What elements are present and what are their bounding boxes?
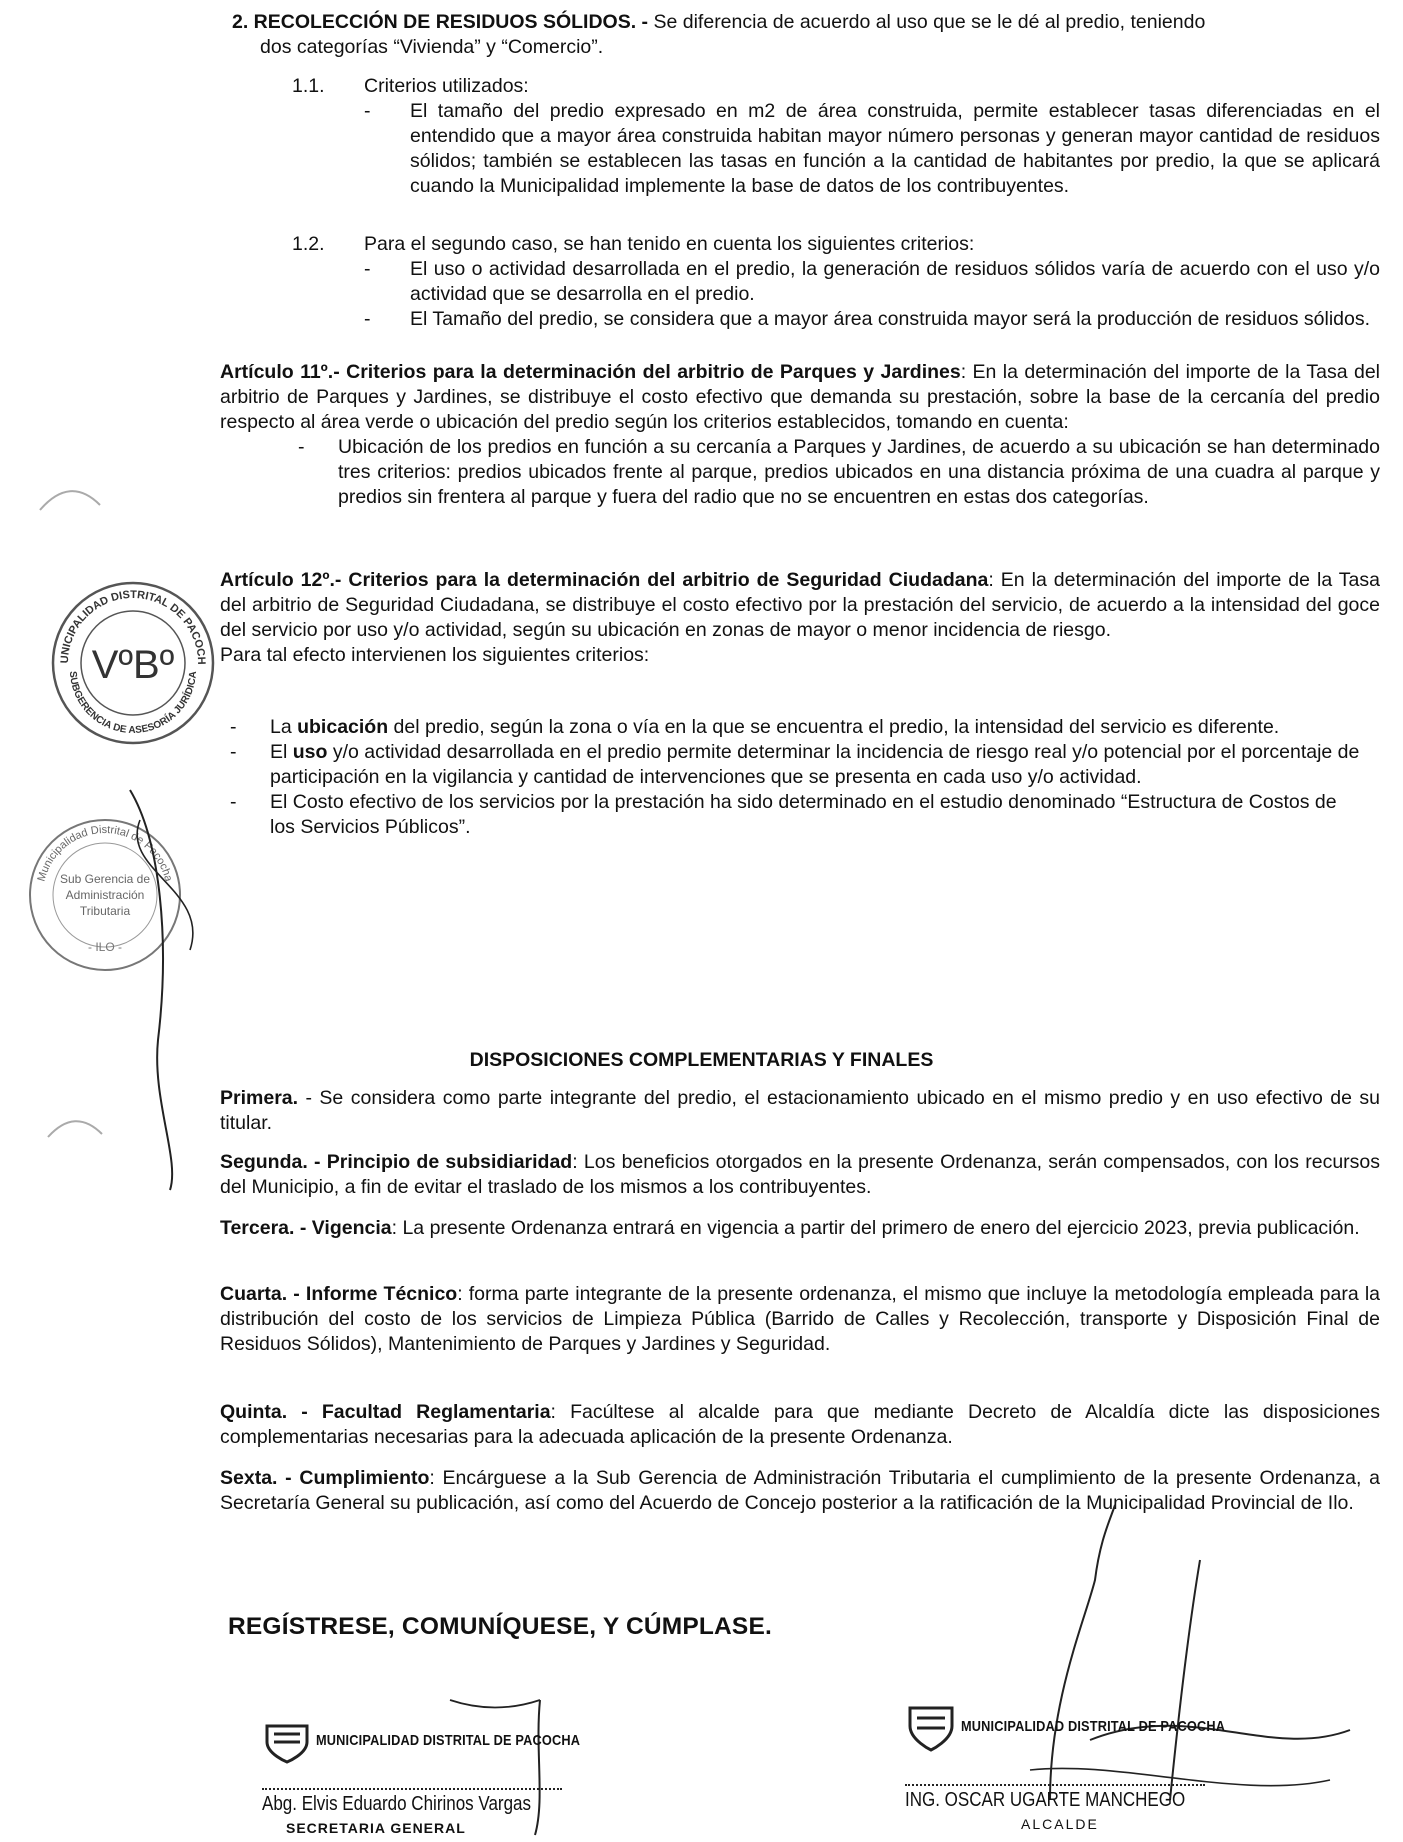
disposicion-segunda [220,1150,1380,1200]
article-11-text: : En la determinación del importe de la Tasa del arbitrio de Parques y Jardines, se distribuye el costo efectivo que demanda su prestación, sobre la base de la cercanía del predio respecto al área verde o ubicación del predio según los criterios establecidos, tomando en cuenta: [220,361,1380,433]
alcalde-name: ING. OSCAR UGARTE MANCHEGO [905,1789,1186,1811]
vobo-bottom-ring: SUBGERENCIA DE ASESORÍA JURÍDICA [66,670,200,737]
secretaria-name: Abg. Elvis Eduardo Chirinos Vargas [262,1793,531,1815]
section-2 [232,10,1380,60]
right-signature-scribble [990,1500,1370,1820]
section-2-title-bold: 2. RECOLECCIÓN DE RESIDUOS SÓLIDOS. - [232,11,649,33]
sexta-text: : Encárguese a la Sub Gerencia de Administración Tributaria el cumplimiento de la presente Ordenanza, a Secretaría General su publicación, así como del Acuerdo de Concejo posterior a la ratificación de la Municipalidad Provincial de Ilo. [220,1467,1380,1514]
subsection-1-2-bullet-2 [292,307,1380,332]
subsection-1-1-label: Criterios utilizados: [364,75,529,97]
quinta-label: Quinta. - Facultad Reglamentaria [220,1401,551,1423]
section-2-title [232,10,1380,35]
tercera-text: : La presente Ordenanza entrará en vigencia a partir del primero de enero del ejercicio 2023, previa publicación. [391,1217,1360,1239]
subsection-1-2-bullet-2-text: El Tamaño del predio, se considera que a mayor área construida mayor será la producción de residuos sólidos. [410,308,1371,330]
disposicion-tercera [220,1216,1380,1241]
article-11 [220,360,1380,510]
municipal-crest-icon [905,1700,957,1752]
subsection-1-2-label: Para el segundo caso, se han tenido en cuenta los siguientes criterios: [364,233,975,255]
article-12-criterion-2 [220,740,1360,790]
tributaria-line1: Sub Gerencia de [59,872,151,886]
article-12-title: Artículo 12º.- Criterios para la determinación del arbitrio de Seguridad Ciudadana [220,569,989,591]
section-2-title-rest: Se diferencia de acuerdo al uso que se le dé al predio, teniendo [648,11,1206,33]
signature-line [905,1784,1205,1786]
bullet-dash: - [230,791,237,813]
subsection-1-1 [292,74,1380,199]
article-12-text: : En la determinación del importe de la Tasa del arbitrio de Seguridad Ciudadana, se distribuye el costo efectivo por la prestación del servicio, de acuerdo a la intensidad del goce del servicio por uso y/o actividad, según su ubicación en zonas de mayor o menor incidencia de riesgo. [220,569,1380,641]
bullet-dash: - [364,100,371,122]
vobo-stamp [48,578,218,748]
disposicion-primera [220,1086,1380,1136]
tercera-label: Tercera. - Vigencia [220,1217,392,1239]
tributaria-ring: Municipalidad Distrital de Pacocha [35,823,175,883]
tributaria-line3: Tributaria [79,904,131,918]
secretaria-role: SECRETARIA GENERAL [286,1820,466,1836]
subsection-1-1-bullet [292,99,1380,199]
vobo-top-ring: UNICIPALIDAD DISTRITAL DE PACOCH [58,588,208,665]
criterion-2-post: y/o actividad desarrollada en el predio permite determinar la incidencia de riesgo real y/o potencial por el porcentaje de participación en la vigilancia y cantidad de intervenciones que se presenta en cada uso y/o actividad. [270,741,1360,788]
quinta-text: : Facúltese al alcalde para que mediante Decreto de Alcaldía dicte las disposiciones complementarias necesarias para la adecuada aplicación de la presente Ordenanza. [220,1401,1380,1448]
criterion-2-bold: uso [292,741,328,763]
bullet-dash: - [298,436,305,458]
margin-mark-top [30,480,110,540]
secretaria-municipality: MUNICIPALIDAD DISTRITAL DE PACOCHA [316,1732,581,1749]
criterion-1-pre: La [270,716,298,738]
tributaria-line2: Administración [65,888,145,902]
article-12 [220,568,1380,668]
bullet-dash: - [230,716,237,738]
signature-line [262,1788,562,1790]
section-2-title-line2: dos categorías “Vivienda” y “Comercio”. [260,36,604,58]
alcalde-role: ALCALDE [1021,1816,1099,1832]
criterion-1-bold: ubicación [297,716,389,738]
sexta-label: Sexta. - Cumplimiento [220,1467,430,1489]
segunda-text: : Los beneficios otorgados en la presente Ordenanza, serán compensados, con los recursos del Municipio, a fin de evitar el traslado de los mismos a los contribuyentes. [220,1151,1380,1198]
disposiciones-heading: DISPOSICIONES COMPLEMENTARIAS Y FINALES [469,1049,934,1071]
article-12-criterion-1 [220,715,1360,740]
article-12-intro: Para tal efecto intervienen los siguientes criterios: [220,644,650,666]
bullet-dash: - [230,741,237,763]
vobo-stamp-graphic [48,578,218,748]
alcalde-municipality: MUNICIPALIDAD DISTRITAL DE PACOCHA [961,1718,1226,1735]
bullet-dash: - [364,308,371,330]
article-11-title: Artículo 11º.- Criterios para la determinación del arbitrio de Parques y Jardines [220,361,961,383]
subsection-1-1-number: 1.1. [292,75,325,97]
article-11-paragraph [220,360,1380,435]
article-11-bullet-text: Ubicación de los predios en función a su cercanía a Parques y Jardines, de acuerdo a su ubicación se han determinado tres criterios: predios ubicados frente al parque, predios ubicados en una distancia próxima de una cuadra al parque y predios sin frentera al parque y fuera del radio que no se encuentren en estas dos categorías. [338,436,1380,508]
vobo-text: VºBº [91,643,175,687]
tributaria-bottom: - ILO - [87,940,123,954]
closing-formula: REGÍSTRESE, COMUNÍQUESE, Y CÚMPLASE. [228,1613,773,1640]
primera-text: - Se considera como parte integrante del predio, el estacionamiento ubicado en el mismo predio y en uso efectivo de su titular. [220,1087,1380,1134]
article-12-criteria [220,715,1360,840]
subsection-1-2-bullet-1 [292,257,1380,307]
article-12-criterion-3 [220,790,1360,840]
primera-label: Primera. [220,1087,299,1109]
municipal-crest-icon [262,1720,312,1764]
bullet-dash: - [364,258,371,280]
subsection-1-2-bullet-1-text: El uso o actividad desarrollada en el predio, la generación de residuos sólidos varía de acuerdo con el uso y/o actividad que se desarrolla en el predio. [410,258,1380,305]
disposicion-cuarta [220,1282,1380,1357]
subsection-1-2 [292,232,1380,332]
cuarta-text: : forma parte integrante de la presente ordenanza, el mismo que incluye la metodología empleada para la distribución del costo de los servicios de Limpieza Pública (Barrido de Calles y Recolección, transporte y Disposición Final de Residuos Sólidos), Mantenimiento de Parques y Jardines y Seguridad. [220,1283,1380,1355]
criterion-3-text: El Costo efectivo de los servicios por la prestación ha sido determinado en el estudio denominado “Estructura de Costos de los Servicios Públicos”. [270,791,1337,838]
segunda-label: Segunda. - Principio de subsidiaridad [220,1151,573,1173]
article-11-bullet [220,435,1380,510]
cuarta-label: Cuarta. - Informe Técnico [220,1283,458,1305]
subsection-1-1-bullet-text: El tamaño del predio expresado en m2 de área construida, permite establecer tasas diferenciadas en el entendido que a mayor área construida habitan mayor número personas y generan mayor cantidad de residuos sólidos; también se establecen las tasas en función a la cantidad de habitantes por predio, la que se aplicará cuando la Municipalidad implemente la base de datos de los contribuyentes. [410,100,1380,197]
article-12-paragraph [220,568,1380,643]
subsection-1-2-number: 1.2. [292,233,325,255]
disposicion-quinta [220,1400,1380,1450]
left-margin-signature [100,780,230,1200]
criterion-1-post: del predio, según la zona o vía en la que se encuentra el predio, la intensidad del servicio es diferente. [388,716,1280,738]
criterion-2-pre: El [270,741,293,763]
